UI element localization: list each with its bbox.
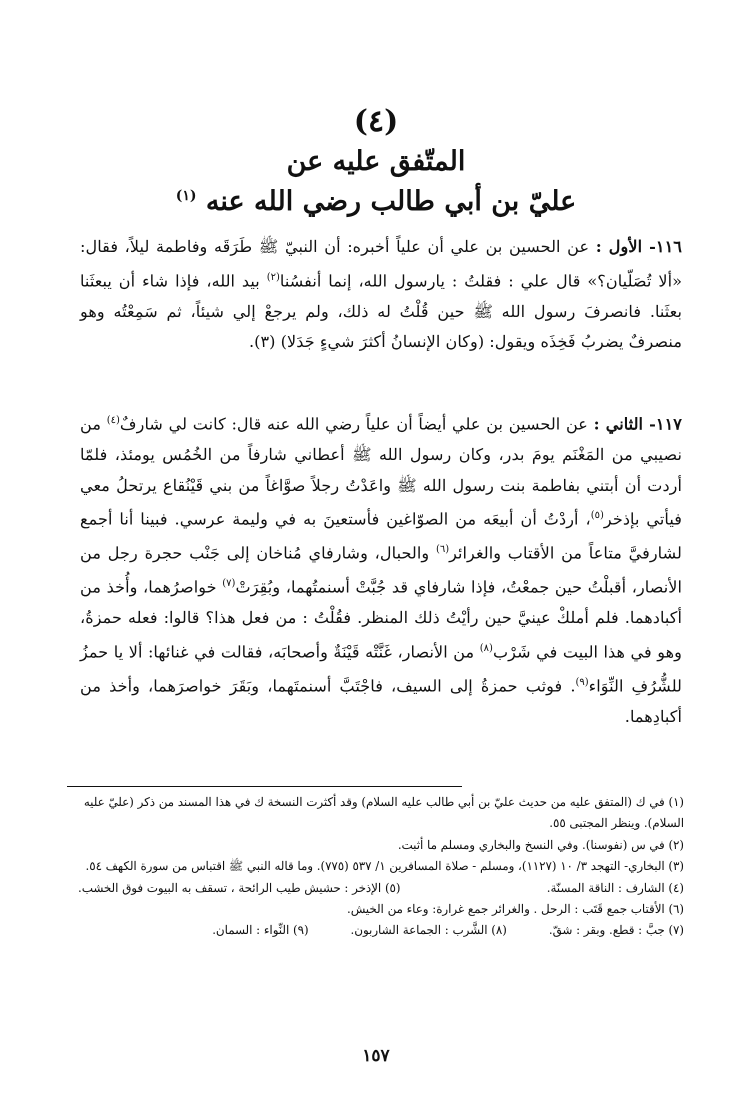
footnote-ref: (١) bbox=[175, 188, 197, 204]
footnote-ref: (٢) bbox=[266, 271, 280, 283]
hadith-text: عن الحسين بن علي أن علياً أخبره: أن النبيّ ﷺ طَرَقَه وفاطمة ليلاً، فقال: «ألا تُصَلّيان؟» قال علي : فقلتُ : يارسول الله، إنما أنفسُنا bbox=[80, 237, 682, 290]
footnote-ref: (٧) bbox=[222, 578, 236, 590]
footnote-6: (٦) الأقتاب جمع قَتَب : الرحل . والغرائر جمع غرارة: وعاء من الخيش. bbox=[346, 902, 684, 917]
footnotes bbox=[78, 792, 684, 942]
hadith-text: والحبال، وشارفاي مُناخان إلى جَنْب حجرة رجل من الأنصار، أقبلْتُ حين جمعْتُ، فإذا شارفاي قد جُبَّتْ أسنمتُهما، وبُقِرَتْ bbox=[80, 543, 682, 597]
footnote-ref: (٨) bbox=[479, 642, 493, 654]
hadith-116 bbox=[80, 232, 682, 358]
hadith-text: ، أردْتُ أن أبيعَه من الصوّاغين فأستعينَ به في وليمة عرسي. فبينا أنا أجمع لشارفيَّ متاعاً من الأقتاب والغرائر bbox=[80, 509, 682, 563]
footnote-8: (٨) الشَّرب : الجماعة الشاربون. bbox=[350, 923, 507, 938]
chapter-title-line1: المتّفق عليه عن bbox=[286, 146, 466, 177]
hadith-label: ١١٧- الثاني : bbox=[593, 414, 682, 434]
hadith-text: من الأنصار، غَنَّتْه قَيْنَةٌ وأصحابَه، فقالت في غنائها: ألا يا حمزُ للشُّرُفِ النِّوَاء bbox=[80, 642, 682, 696]
footnote-ref: (٥) bbox=[590, 510, 604, 522]
hadith-label: ١١٦- الأول : bbox=[595, 237, 682, 256]
hadith-text: . فوثب حمزةُ إلى السيف، فاجْتَبَّ أسنمتَهما، وبَقَرَ خواصرَهما، وأخذ من أكبادِهما. bbox=[80, 676, 682, 726]
hadith-text: بيد الله، فإذا شاء أن يبعثَنا بعثَنا. فانصرفَ رسول الله ﷺ حين قُلْتُ له ذلك، ولم يرجعْ إلي شيئاً، ثم سَمِعْتُه وهو منصرفٌ يضربُ فَخِذَه ويقول: (وكان الإنسانُ أكثرَ شيءٍ جَدَلا) bbox=[80, 270, 682, 352]
chapter-number: (٤) bbox=[353, 104, 399, 139]
footnote-ref: (٦) bbox=[435, 544, 450, 556]
footnote-9: (٩) النِّواء : السمان. bbox=[212, 923, 309, 938]
hadith-text: من نصيبي من المَغْنَم يومَ بدر، وكان رسول الله ﷺ أعطاني شارفاً من الخُمُس يومئذ، فلمّا أردت أن أبتني بفاطمة بنت رسول الله ﷺ واعَدْتُ رجلاً صوَّاغاً من بني قَيْنُقاع يرتحلُ معي فيأتي بإذخر bbox=[80, 414, 682, 529]
hadith-text: عن الحسين بن علي أيضاً أن علياً رضي الله عنه قال: كانت لي شارفٌ bbox=[119, 414, 588, 434]
footnote-3: (٣) البخاري- التهجد ٣/ ١٠ (١١٢٧)، ومسلم - صلاة المسافرين ١/ ٥٣٧ (٧٧٥). وما قاله النبي ﷺ اقتباس من سورة الكهف ٥٤. bbox=[85, 859, 684, 874]
hadith-117 bbox=[80, 406, 682, 732]
footnote-2: (٢) في س (نفوسنا). وفي النسخ والبخاري ومسلم ما أثبت. bbox=[397, 837, 684, 852]
footnote-ref: (٤) bbox=[106, 415, 120, 426]
footnote-divider bbox=[67, 786, 462, 787]
hadith-text: خواصرُهما، وأُخذ من أكبادهما. فلم أملكْ عينيَّ حين رأيْتُ ذلك المنظر. فقُلْتُ : من فعل هذا؟ قالوا: فعله حمزةُ، وهو في هذا البيت في شَرْب bbox=[80, 577, 682, 662]
chapter-title-text: عليّ بن أبي طالب رضي الله عنه bbox=[205, 186, 577, 217]
footnote-ref: (٣). bbox=[249, 332, 276, 352]
footnote-row-7-9 bbox=[78, 920, 684, 941]
footnote-5: (٥) الإذخر : حشيش طيب الرائحة ، تسقف به البيوت فوق الخشب. bbox=[78, 880, 401, 895]
footnote-ref: (٩) bbox=[575, 676, 589, 688]
footnote-7: (٧) جبَّ : قطع. وبقر : شقّ. bbox=[548, 923, 684, 938]
page-number: ١٥٧ bbox=[362, 1046, 390, 1066]
footnote-row-4-5 bbox=[78, 878, 684, 899]
chapter-title-line2 bbox=[0, 186, 752, 217]
footnote-1: (١) في ك (المتفق عليه من حديث عليّ بن أبي طالب عليه السلام) وقد أكثرت النسخة ك في هذا المسند من ذكر (عليّ عليه السلام). وينظر المجتبى ٥٥. bbox=[83, 795, 684, 831]
footnote-4: (٤) الشارف : الناقة المسنّة. bbox=[546, 880, 684, 895]
